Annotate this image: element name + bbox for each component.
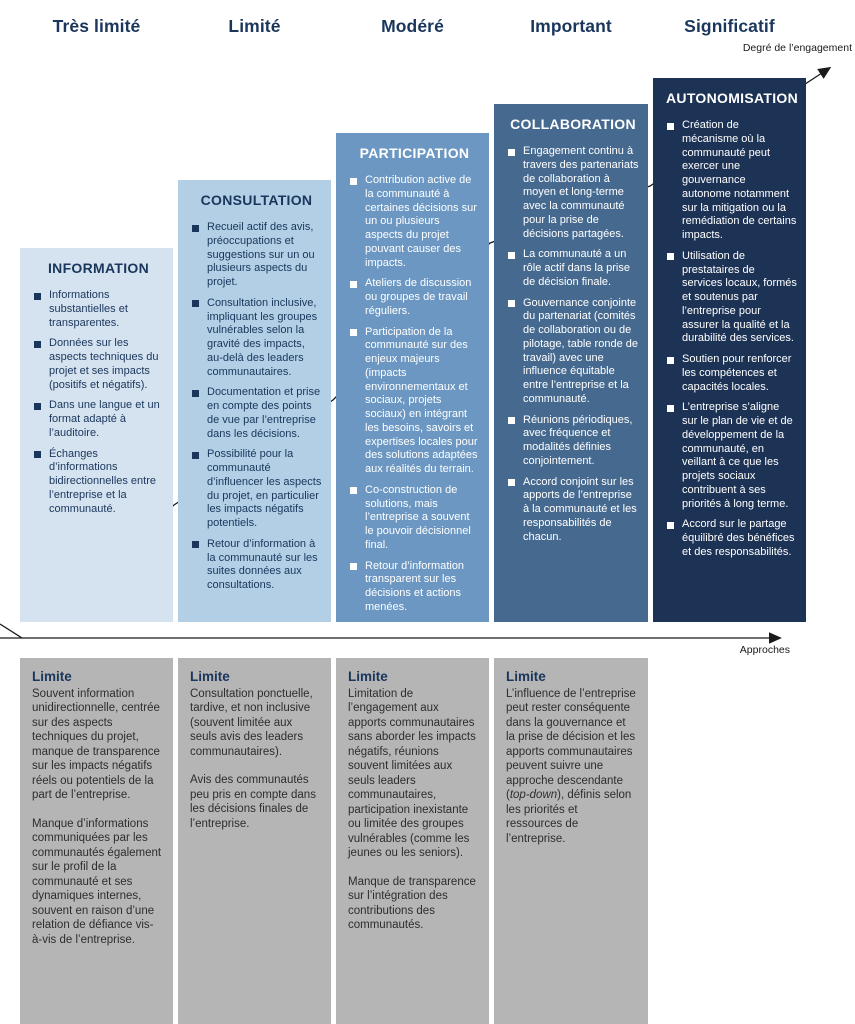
bullet-list [666,119,797,560]
y-axis-label: Degré de l’engagement [742,42,852,54]
limit-paragraph: Manque d’informations communiquées par les communautés également sur le profil de la communauté et ses dynamiques internes, souvent en raison d’une relation de défiance vis-à-vis de l’entreprise. [32,817,162,946]
column-title: COLLABORATION [510,116,636,132]
limit-box-consultation [178,658,331,1024]
bullet-item: Données sur les aspects techniques du projet et ses impacts (positifs et négatifs). [33,337,164,392]
bullet-list [33,289,164,516]
column-title: AUTONOMISATION [666,90,799,106]
limit-box-collaboration [494,658,648,1024]
limit-title: Limite [506,669,546,684]
bullet-item: Gouvernance conjointe du partenariat (comités de collaboration ou de pilotage, table ronde de travail) avec une influence équitable entre l’entreprise et la communauté. [507,297,639,407]
level-label-modere: Modéré [381,16,444,36]
bullet-item: Participation de la communauté sur des enjeux majeurs (impacts environnementaux et sociaux, projets sociaux) en intégrant les besoins, savoirs et expertises locales pour des solutions adaptées aux réalités du terrain. [349,326,480,477]
limit-paragraph: Manque de transparence sur l’intégration des contributions des communautés. [348,875,476,932]
limit-paragraph: Limitation de l’engagement aux apports communautaires sans aborder les impacts négatifs, réunions souvent limitées aux seuls leaders communautaires, participation inexistante ou limitée des groupes vulnérables (comme les jeunes ou les seniors). [348,688,476,860]
column-title: PARTICIPATION [359,145,470,161]
bullet-item: Engagement continu à travers des partenariats de collaboration à moyen et long-terme avec la communauté pour la prise de décisions partagées. [507,145,639,241]
column-title: INFORMATION [47,260,150,276]
level-label-significatif: Significatif [684,16,775,36]
limit-title: Limite [348,669,388,684]
limit-box-information [20,658,173,1024]
limit-paragraph: Souvent information unidirectionnelle, centrée sur des aspects techniques du projet, manque de transparence sur les impacts négatifs réels ou potentiels de la part de l’entreprise. [32,688,160,802]
bullet-item: Retour d’information transparent sur les décisions et actions menées. [349,560,480,615]
x-axis-label: Approches [739,644,790,656]
limit-body [32,687,162,947]
limit-body [348,687,478,933]
bullet-item: L’entreprise s’aligne sur le plan de vie et de développement de la communauté, en veillant à ce que les projets sociaux contribuent à ses priorités à long terme. [666,401,797,511]
bullet-item: Retour d’information à la communauté sur les suites données aux consultations. [191,538,322,593]
bullet-item: Utilisation de prestataires de services locaux, formés et soutenus par l’entreprise pour assurer la qualité et la durabilité des services. [666,250,797,346]
bullet-item: Consultation inclusive, impliquant les groupes vulnérables selon la gravité des impacts, au-delà des leaders communautaires. [191,297,322,380]
limit-paragraph: L’influence de l’entreprise peut rester conséquente dans la gouvernance et la prise de décision et les apports communautaires peuvent suivre une approche descendante (top-down), définis selon les priorités et ressources de l’entreprise. [506,688,636,845]
bullet-item: Accord sur le partage équilibré des bénéfices et des responsabilités. [666,518,797,559]
limit-paragraph: Avis des communautés peu pris en compte dans les décisions finales de l’entreprise. [190,774,316,830]
limit-title: Limite [32,669,72,684]
limit-body [506,687,637,846]
limit-title: Limite [190,669,230,684]
bullet-list [191,221,322,593]
level-label-limite: Limité [228,16,281,36]
column-autonomisation [653,78,806,622]
level-label-tres-limite: Très limité [52,16,141,36]
level-label-important: Important [530,16,612,36]
limit-body [190,687,320,831]
limit-paragraph: Consultation ponctuelle, tardive, et non inclusive (souvent limitée aux seuls avis des leaders communautaires). [190,688,313,758]
bullet-item: Documentation et prise en compte des points de vue par l’entreprise dans les décisions. [191,386,322,441]
bullet-item: La communauté a un rôle actif dans la prise de décision finale. [507,248,639,289]
bullet-item: Dans une langue et un format adapté à l’auditoire. [33,399,164,440]
bullet-item: Réunions périodiques, avec fréquence et modalités définies conjointement. [507,414,639,469]
column-participation [336,133,489,622]
column-information [20,248,173,622]
bullet-item: Échanges d’informations bidirectionnelles entre l’entreprise et la communauté. [33,448,164,517]
bullet-item: Ateliers de discussion ou groupes de travail réguliers. [349,277,480,318]
origin-slash-line [0,624,22,638]
bullet-item: Possibilité pour la communauté d’influencer les aspects du projet, en particulier les impacts négatifs potentiels. [191,448,322,531]
bullet-item: Recueil actif des avis, préoccupations et suggestions sur un ou plusieurs aspects du projet. [191,221,322,290]
column-title: CONSULTATION [200,192,313,208]
bullet-item: Accord conjoint sur les apports de l’entreprise à la communauté et les responsabilités de chacun. [507,476,639,545]
bullet-item: Contribution active de la communauté à certaines décisions sur un ou plusieurs aspects du projet pouvant causer des impacts. [349,174,480,270]
limit-box-participation [336,658,489,1024]
bullet-item: Soutien pour renforcer les compétences et capacités locales. [666,353,797,394]
bullet-item: Informations substantielles et transparentes. [33,289,164,330]
bullet-list [507,145,639,544]
bullet-item: Co-construction de solutions, mais l’entreprise a souvent le pouvoir décisionnel final. [349,484,480,553]
column-collaboration [494,104,648,622]
bullet-list [349,174,480,615]
column-consultation [178,180,331,622]
bullet-item: Création de mécanisme où la communauté peut exercer une gouvernance autonome notamment sur la mitigation ou la remédiation de certains impacts. [666,119,797,243]
